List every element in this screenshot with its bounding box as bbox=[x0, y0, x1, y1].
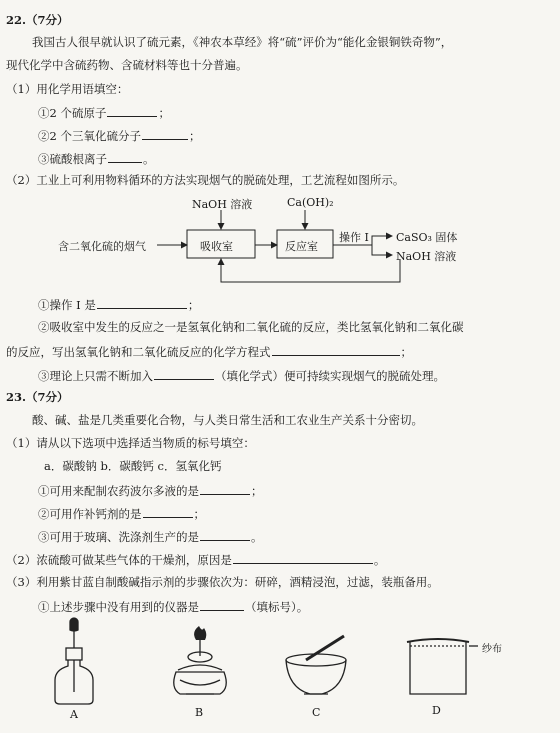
q22-intro-line2: 现代化学中含硫药物、含硫材料等也十分普遍。 bbox=[6, 58, 248, 72]
q22-part2c-text1: ③理论上只需不断加入 bbox=[38, 369, 153, 383]
instrument-label-d: D bbox=[432, 704, 441, 717]
punct: ； bbox=[188, 129, 201, 143]
beaker-with-gauze-icon bbox=[407, 639, 478, 694]
instrument-label-a: A bbox=[70, 708, 78, 721]
q23-part3a-text2: （填标号）。 bbox=[245, 600, 309, 614]
q22-part2-prompt: （2）工业上可利用物料循环的方法实现烟气的脱硫处理，工艺流程如图所示。 bbox=[6, 173, 405, 187]
q22-part1a-text: ①2 个硫原子 bbox=[38, 106, 107, 120]
punct: 。 bbox=[143, 152, 155, 166]
q23-part3a-text1: ①上述步骤中没有用到的仪器是 bbox=[38, 600, 199, 614]
q23-part1a-text: ①可用来配制农药波尔多液的是 bbox=[38, 484, 199, 498]
q22-part2c-text2: （填化学式）便可持续实现烟气的脱硫处理。 bbox=[215, 369, 445, 383]
q22-part2b-line1: ②吸收室中发生的反应之一是氢氧化钠和二氧化硫的反应，类比氢氧化钠和二氧化碳 bbox=[38, 320, 464, 334]
naoh-output-label: NaOH 溶液 bbox=[396, 250, 457, 263]
q23-part1-prompt: （1）请从以下选项中选择适当物质的标号填空： bbox=[6, 436, 255, 450]
punct: 。 bbox=[373, 553, 386, 567]
q22-part2b-text: 的反应，写出氢氧化钠和二氧化硫反应的化学方程式 bbox=[6, 345, 271, 359]
operation-label: 操作 I bbox=[339, 231, 369, 244]
q23-part1b-text: ②可用作补钙剂的是 bbox=[38, 507, 142, 521]
q23-part3-prompt: （3）利用紫甘蓝自制酸碱指示剂的步骤依次为：研碎，酒精浸泡，过滤，装瓶备用。 bbox=[6, 575, 439, 589]
flue-gas-label: 含二氧化硫的烟气 bbox=[58, 240, 146, 253]
q23-options: a．碳酸钠 b．碳酸钙 c．氢氧化钙 bbox=[44, 459, 222, 473]
punct: 。 bbox=[251, 530, 263, 544]
q22-part2a-text: ①操作 I 是 bbox=[38, 298, 96, 312]
absorption-room-label: 吸收室 bbox=[200, 240, 233, 253]
caoh2-feed-label: Ca(OH)₂ bbox=[287, 196, 334, 209]
q23-header: 23.（7分） bbox=[6, 390, 69, 404]
q22-part1c-text: ③硫酸根离子 bbox=[38, 152, 107, 166]
caso3-label: CaSO₃ 固体 bbox=[396, 231, 458, 244]
punct: ； bbox=[187, 298, 200, 312]
dropper-bottle-icon bbox=[55, 618, 93, 704]
instrument-label-b: B bbox=[195, 706, 204, 719]
q22-part1b-text: ②2 个三氧化硫分子 bbox=[38, 129, 141, 143]
alcohol-lamp-icon bbox=[174, 626, 227, 694]
mortar-and-pestle-icon bbox=[286, 636, 346, 694]
punct: ； bbox=[251, 484, 263, 498]
punct: ； bbox=[400, 345, 412, 359]
q23-part1c-text: ③可用于玻璃、洗涤剂生产的是 bbox=[38, 530, 199, 544]
q23-part2-text: （2）浓硫酸可做某些气体的干燥剂，原因是 bbox=[6, 553, 232, 567]
q22-intro-line1: 我国古人很早就认识了硫元素，《神农本草经》将“硫”评价为“能化金银铜铁奇物”， bbox=[32, 35, 453, 49]
punct: ； bbox=[158, 106, 170, 120]
gauze-label: 纱布 bbox=[482, 644, 502, 655]
instrument-label-c: C bbox=[312, 706, 321, 719]
naoh-feed-label: NaOH 溶液 bbox=[192, 198, 253, 211]
q22-header: 22.（7分） bbox=[6, 13, 69, 27]
q22-part1-prompt: （1）用化学用语填空： bbox=[6, 82, 129, 96]
reaction-room-label: 反应室 bbox=[285, 240, 318, 253]
q23-intro: 酸、碱、盐是几类重要化合物，与人类日常生活和工农业生产关系十分密切。 bbox=[32, 413, 423, 427]
punct: ； bbox=[193, 507, 205, 521]
